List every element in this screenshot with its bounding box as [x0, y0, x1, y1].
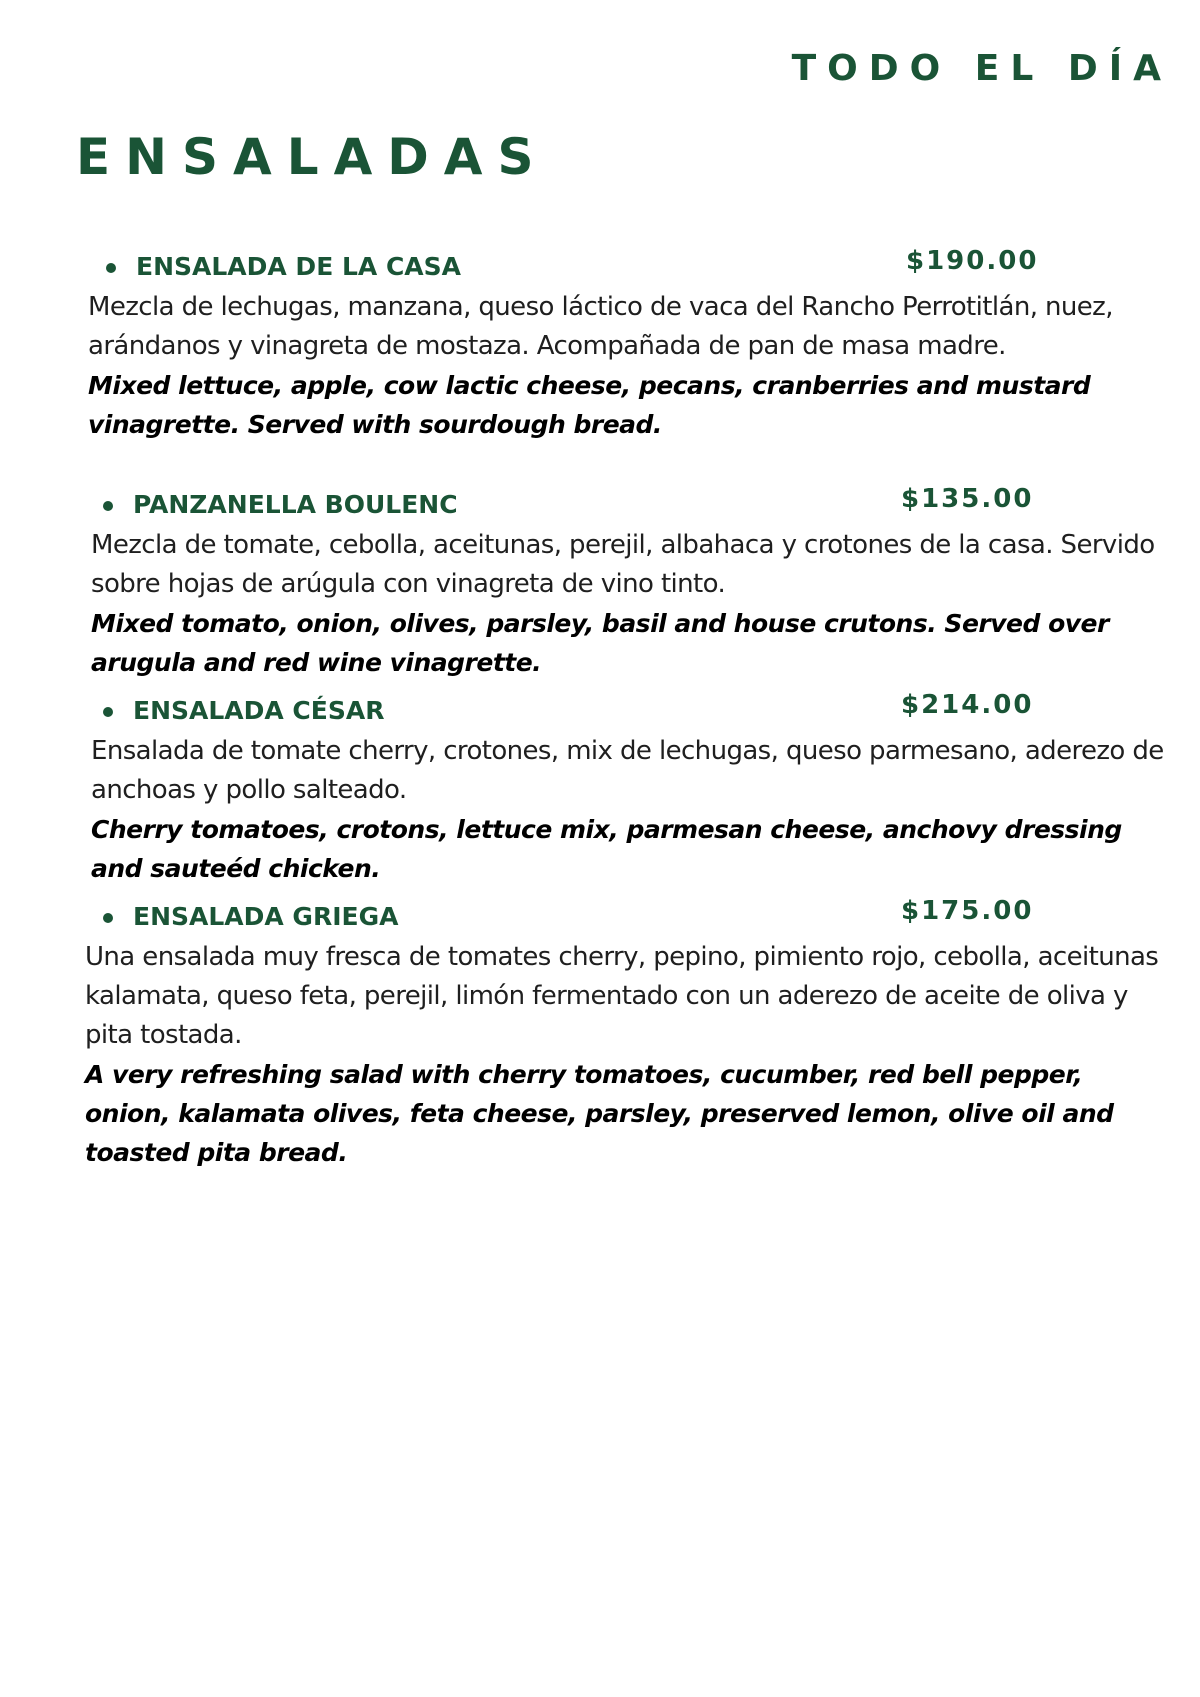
menu-item-ensalada-de-la-casa [88, 248, 1173, 444]
menu-item-ensalada-cesar [91, 692, 1176, 888]
menu-category-label: TODO EL DÍA [791, 48, 1172, 89]
menu-item-description-es: Mezcla de tomate, cebolla, aceitunas, perejil, albahaca y crotones de la casa. Servido sobre hojas de arúgula con vinagreta de vino tinto. [91, 530, 1155, 599]
menu-item-name: PANZANELLA BOULENC [133, 490, 458, 519]
menu-item-description-es: Una ensalada muy fresca de tomates cherry, pepino, pimiento rojo, cebolla, aceitunas kalamata, queso feta, perejil, limón fermentado con un aderezo de aceite de oliva y pita tostada. [85, 942, 1159, 1050]
bullet-icon [103, 913, 113, 923]
menu-item-name: ENSALADA CÉSAR [133, 696, 385, 725]
menu-item-panzanella-boulenc [91, 486, 1176, 682]
bullet-icon [103, 501, 113, 511]
menu-item-description-en: Mixed lettuce, apple, cow lactic cheese, pecans, cranberries and mustard vinagrette. Served with sourdough bread. [88, 371, 1091, 439]
menu-item-price: $175.00 [901, 896, 1034, 926]
menu-item-name: ENSALADA GRIEGA [133, 902, 399, 931]
menu-item-header [91, 692, 1176, 732]
menu-item-header [91, 486, 1176, 526]
menu-item-price: $214.00 [901, 690, 1034, 720]
menu-item-name: ENSALADA DE LA CASA [136, 252, 461, 281]
menu-item-description-es: Ensalada de tomate cherry, crotones, mix de lechugas, queso parmesano, aderezo de anchoas y pollo salteado. [91, 736, 1164, 805]
menu-item-header [88, 248, 1173, 288]
menu-item-description-en: A very refreshing salad with cherry tomatoes, cucumber, red bell pepper, onion, kalamata olives, feta cheese, parsley, preserved lemon, olive oil and toasted pita bread. [85, 1060, 1114, 1167]
menu-item-header [85, 898, 1170, 938]
menu-item-description-en: Mixed tomato, onion, olives, parsley, basil and house crutons. Served over arugula and red wine vinagrette. [91, 609, 1109, 677]
menu-item-price: $135.00 [901, 484, 1034, 514]
menu-item-ensalada-griega [85, 898, 1170, 1172]
bullet-icon [106, 263, 116, 273]
section-title: ENSALADAS [76, 128, 549, 186]
menu-item-description-es: Mezcla de lechugas, manzana, queso láctico de vaca del Rancho Perrotitlán, nuez, arándanos y vinagreta de mostaza. Acompañada de pan de masa madre. [88, 292, 1113, 361]
bullet-icon [103, 707, 113, 717]
menu-item-description-en: Cherry tomatoes, crotons, lettuce mix, parmesan cheese, anchovy dressing and sauteéd chicken. [91, 815, 1122, 883]
menu-item-price: $190.00 [906, 246, 1039, 276]
